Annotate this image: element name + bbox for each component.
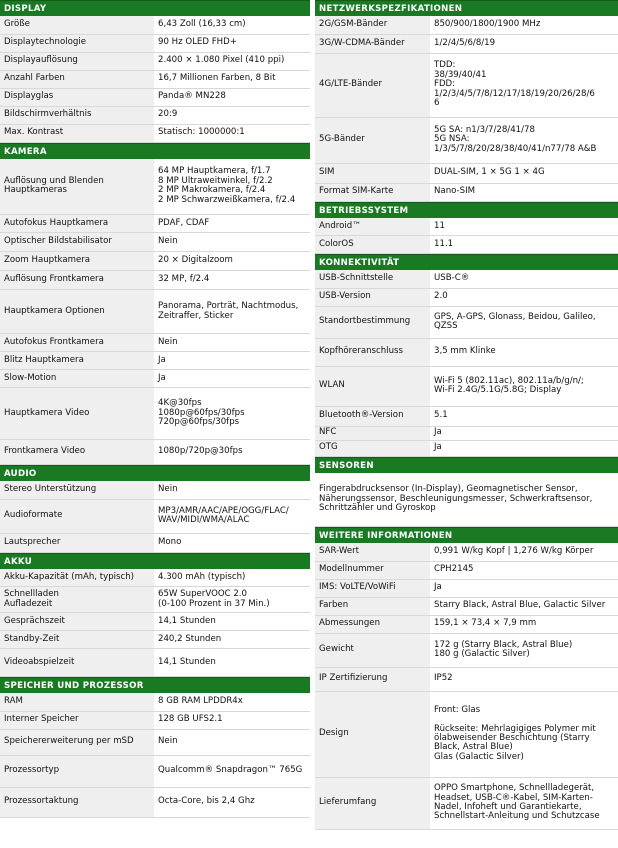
spec-row xyxy=(0,440,310,465)
spec-table xyxy=(315,16,618,202)
right-column xyxy=(315,0,618,830)
spec-label: Frontkamera Video xyxy=(0,440,154,465)
spec-label: Modellnummer xyxy=(315,561,430,579)
spec-value: Ja xyxy=(430,579,618,597)
spec-row xyxy=(0,693,310,711)
spec-value: Wi-Fi 5 (802.11ac), 802.11a/b/g/n/; Wi-Fi 2.4G/5.1G/5.8G; Display xyxy=(430,366,618,406)
spec-label: Auflösung Frontkamera xyxy=(0,271,154,290)
spec-row xyxy=(0,159,310,215)
spec-label: Format SIM-Karte xyxy=(315,183,430,201)
spec-label: Standby-Zeit xyxy=(0,631,154,649)
spec-label: Design xyxy=(315,691,430,777)
spec-table xyxy=(0,693,310,818)
spec-row xyxy=(0,88,310,106)
spec-row xyxy=(0,533,310,552)
spec-value: 32 MP, f/2.4 xyxy=(154,271,310,290)
spec-label: Blitz Hauptkamera xyxy=(0,352,154,370)
spec-value: Mono xyxy=(154,533,310,552)
spec-label: Lautsprecher xyxy=(0,533,154,552)
spec-table xyxy=(315,543,618,830)
spec-label: Android™ xyxy=(315,218,430,236)
spec-row xyxy=(0,16,310,34)
spec-label: Autofokus Hauptkamera xyxy=(0,215,154,233)
spec-row xyxy=(0,334,310,352)
spec-row xyxy=(0,215,310,233)
spec-label: OTG xyxy=(315,440,430,456)
spec-row xyxy=(315,53,618,117)
spec-label: Max. Kontrast xyxy=(0,124,154,142)
spec-row xyxy=(0,499,310,533)
spec-value: Starry Black, Astral Blue, Galactic Silver xyxy=(430,597,618,615)
spec-row xyxy=(0,34,310,52)
section-header-speicher-und-prozessor: SPEICHER UND PROZESSOR xyxy=(0,677,310,693)
spec-value: Nein xyxy=(154,334,310,352)
spec-value: MP3/AMR/AAC/APE/OGG/FLAC/ WAV/MIDI/WMA/ALAC xyxy=(154,499,310,533)
spec-row xyxy=(315,440,618,456)
spec-label: Optischer Bildstabilisator xyxy=(0,233,154,252)
spec-label: Bildschirmverhältnis xyxy=(0,106,154,124)
spec-label: ColorOS xyxy=(315,236,430,254)
spec-row xyxy=(315,579,618,597)
spec-row xyxy=(0,711,310,729)
spec-row xyxy=(315,34,618,53)
spec-row xyxy=(0,388,310,440)
spec-value: 240,2 Stunden xyxy=(154,631,310,649)
section-header-sensoren: SENSOREN xyxy=(315,457,618,473)
spec-label: Bluetooth®-Version xyxy=(315,406,430,426)
spec-row xyxy=(0,52,310,70)
spec-value: Nein xyxy=(154,729,310,755)
spec-value: 8 GB RAM LPDDR4x xyxy=(154,693,310,711)
spec-value: 11 xyxy=(430,218,618,236)
spec-label: Abmessungen xyxy=(315,615,430,633)
spec-row xyxy=(315,270,618,288)
spec-label: USB-Version xyxy=(315,288,430,306)
spec-label: Akku-Kapazität (mAh, typisch) xyxy=(0,569,154,587)
spec-value: 5.1 xyxy=(430,406,618,426)
spec-value: CPH2145 xyxy=(430,561,618,579)
spec-value: 4.300 mAh (typisch) xyxy=(154,569,310,587)
spec-row xyxy=(315,426,618,440)
section-header-betriebssystem: BETRIEBSSYSTEM xyxy=(315,202,618,218)
spec-label: Prozessortyp xyxy=(0,755,154,787)
spec-row xyxy=(0,70,310,88)
spec-label: Gewicht xyxy=(315,633,430,667)
spec-value: Nein xyxy=(154,481,310,499)
spec-row xyxy=(315,667,618,691)
spec-table xyxy=(0,16,310,143)
spec-label: Anzahl Farben xyxy=(0,70,154,88)
spec-value: USB-C® xyxy=(430,270,618,288)
spec-label: Displaytechnologie xyxy=(0,34,154,52)
spec-value: 1/2/4/5/6/8/19 xyxy=(430,34,618,53)
spec-row xyxy=(315,473,618,527)
spec-row xyxy=(0,569,310,587)
spec-value: Nano-SIM xyxy=(430,183,618,201)
spec-row xyxy=(315,163,618,183)
spec-value: Panda® MN228 xyxy=(154,88,310,106)
spec-label: RAM xyxy=(0,693,154,711)
spec-row xyxy=(315,691,618,777)
section-header-konnektivität: KONNEKTIVITÄT xyxy=(315,254,618,270)
spec-value: 64 MP Hauptkamera, f/1.7 8 MP Ultraweitwinkel, f/2.2 2 MP Makrokamera, f/2.4 2 MP Schwarzweißkamera, f/2.4 xyxy=(154,159,310,215)
spec-row xyxy=(0,370,310,388)
spec-label: Hauptkamera Video xyxy=(0,388,154,440)
spec-row xyxy=(315,117,618,163)
spec-label: Stereo Unterstützung xyxy=(0,481,154,499)
spec-row xyxy=(0,631,310,649)
spec-value: IP52 xyxy=(430,667,618,691)
spec-row xyxy=(0,613,310,631)
spec-value: Fingerabdrucksensor (In-Display), Geomagnetischer Sensor, Näherungssensor, Beschleunigungsmesser, Schwerkraftsensor, Schrittzähler und Gyroskop xyxy=(315,473,618,527)
spec-table xyxy=(0,159,310,466)
spec-row xyxy=(0,587,310,613)
spec-label: Größe xyxy=(0,16,154,34)
spec-value: 172 g (Starry Black, Astral Blue) 180 g (Galactic Silver) xyxy=(430,633,618,667)
spec-label: Videoabspielzeit xyxy=(0,649,154,677)
spec-value: 90 Hz OLED FHD+ xyxy=(154,34,310,52)
spec-value: 14,1 Stunden xyxy=(154,613,310,631)
spec-row xyxy=(315,561,618,579)
spec-row xyxy=(0,106,310,124)
spec-value: PDAF, CDAF xyxy=(154,215,310,233)
spec-label: Gesprächszeit xyxy=(0,613,154,631)
spec-row xyxy=(315,218,618,236)
section-header-akku: AKKU xyxy=(0,553,310,569)
section-header-kamera: KAMERA xyxy=(0,143,310,159)
spec-value: TDD: 38/39/40/41 FDD: 1/2/3/4/5/7/8/12/17/18/19/20/26/28/6 6 xyxy=(430,53,618,117)
spec-value: 20 × Digitalzoom xyxy=(154,252,310,271)
spec-label: 2G/GSM-Bänder xyxy=(315,16,430,34)
spec-label: 5G-Bänder xyxy=(315,117,430,163)
left-column xyxy=(0,0,310,818)
spec-row xyxy=(315,597,618,615)
spec-label: Displayglas xyxy=(0,88,154,106)
spec-label: Standortbestimmung xyxy=(315,306,430,338)
spec-row xyxy=(315,366,618,406)
spec-row xyxy=(315,236,618,254)
spec-table xyxy=(0,569,310,678)
spec-label: Hauptkamera Optionen xyxy=(0,290,154,334)
spec-label: IP Zertifizierung xyxy=(315,667,430,691)
spec-value: Nein xyxy=(154,233,310,252)
spec-table xyxy=(315,473,618,528)
spec-label: Displayauflösung xyxy=(0,52,154,70)
spec-row xyxy=(315,183,618,201)
spec-row xyxy=(0,729,310,755)
spec-row xyxy=(0,290,310,334)
spec-value: 5G SA: n1/3/7/28/41/78 5G NSA: 1/3/5/7/8/20/28/38/40/41/n77/78 A&B xyxy=(430,117,618,163)
section-header-netzwerkspezfikationen: NETZWERKSPEZFIKATIONEN xyxy=(315,0,618,16)
spec-label: USB-Schnittstelle xyxy=(315,270,430,288)
spec-row xyxy=(0,787,310,817)
spec-row xyxy=(0,124,310,142)
spec-label: Prozessortaktung xyxy=(0,787,154,817)
spec-value: Panorama, Porträt, Nachtmodus, Zeitraffer, Sticker xyxy=(154,290,310,334)
spec-value: Octa-Core, bis 2,4 Ghz xyxy=(154,787,310,817)
spec-row xyxy=(0,252,310,271)
spec-table xyxy=(315,270,618,457)
spec-row xyxy=(315,288,618,306)
spec-value: 11.1 xyxy=(430,236,618,254)
spec-value: 1080p/720p@30fps xyxy=(154,440,310,465)
spec-value: Ja xyxy=(154,352,310,370)
spec-row xyxy=(0,233,310,252)
spec-label: Interner Speicher xyxy=(0,711,154,729)
spec-label: Slow-Motion xyxy=(0,370,154,388)
spec-row xyxy=(0,271,310,290)
spec-label: Kopfhöreranschluss xyxy=(315,338,430,366)
spec-value: Front: Glas Rückseite: Mehrlagigiges Polymer mit ölabweisender Beschichtung (Starry Black, Astral Blue) Glas (Galactic Silver) xyxy=(430,691,618,777)
spec-value: DUAL-SIM, 1 × 5G 1 × 4G xyxy=(430,163,618,183)
spec-row xyxy=(0,649,310,677)
section-header-display: DISPLAY xyxy=(0,0,310,16)
spec-value: 20:9 xyxy=(154,106,310,124)
spec-row xyxy=(315,543,618,561)
spec-label: Speichererweiterung per mSD xyxy=(0,729,154,755)
spec-row xyxy=(315,615,618,633)
spec-value: Ja xyxy=(430,426,618,440)
spec-value: 4K@30fps 1080p@60fps/30fps 720p@60fps/30fps xyxy=(154,388,310,440)
spec-value: 0,991 W/kg Kopf | 1,276 W/kg Körper xyxy=(430,543,618,561)
spec-label: Zoom Hauptkamera xyxy=(0,252,154,271)
spec-value: 128 GB UFS2.1 xyxy=(154,711,310,729)
spec-row xyxy=(315,406,618,426)
spec-row xyxy=(315,306,618,338)
spec-label: 4G/LTE-Bänder xyxy=(315,53,430,117)
spec-label: Schnellladen Aufladezeit xyxy=(0,587,154,613)
spec-table xyxy=(315,218,618,255)
spec-value: OPPO Smartphone, Schnellladegerät, Headset, USB-C®-Kabel, SIM-Karten- Nadel, Infoheft und Garantiekarte, Schnellstart-Anleitung und Schutzcase xyxy=(430,777,618,829)
spec-value: 14,1 Stunden xyxy=(154,649,310,677)
spec-row xyxy=(0,352,310,370)
section-header-weitere-informationen: WEITERE INFORMATIONEN xyxy=(315,527,618,543)
spec-label: Lieferumfang xyxy=(315,777,430,829)
spec-label: WLAN xyxy=(315,366,430,406)
spec-label: SAR-Wert xyxy=(315,543,430,561)
spec-row xyxy=(0,481,310,499)
spec-value: 2.400 × 1.080 Pixel (410 ppi) xyxy=(154,52,310,70)
spec-value: GPS, A-GPS, Glonass, Beidou, Galileo, QZSS xyxy=(430,306,618,338)
spec-row xyxy=(0,755,310,787)
spec-value: 2.0 xyxy=(430,288,618,306)
spec-value: 16,7 Millionen Farben, 8 Bit xyxy=(154,70,310,88)
spec-label: NFC xyxy=(315,426,430,440)
spec-label: IMS: VoLTE/VoWiFi xyxy=(315,579,430,597)
spec-value: Ja xyxy=(430,440,618,456)
spec-value: Ja xyxy=(154,370,310,388)
spec-row xyxy=(315,777,618,829)
spec-label: Autofokus Frontkamera xyxy=(0,334,154,352)
spec-row xyxy=(315,16,618,34)
spec-value: 850/900/1800/1900 MHz xyxy=(430,16,618,34)
spec-label: SIM xyxy=(315,163,430,183)
spec-row xyxy=(315,633,618,667)
spec-value: Qualcomm® Snapdragon™ 765G xyxy=(154,755,310,787)
spec-label: Audioformate xyxy=(0,499,154,533)
spec-label: Farben xyxy=(315,597,430,615)
spec-value: Statisch: 1000000:1 xyxy=(154,124,310,142)
spec-label: 3G/W-CDMA-Bänder xyxy=(315,34,430,53)
spec-value: 6,43 Zoll (16,33 cm) xyxy=(154,16,310,34)
spec-value: 65W SuperVOOC 2.0 (0-100 Prozent in 37 Min.) xyxy=(154,587,310,613)
spec-value: 3,5 mm Klinke xyxy=(430,338,618,366)
section-header-audio: AUDIO xyxy=(0,465,310,481)
spec-row xyxy=(315,338,618,366)
spec-value: 159,1 × 73,4 × 7,9 mm xyxy=(430,615,618,633)
spec-label: Auflösung und Blenden Hauptkameras xyxy=(0,159,154,215)
spec-table xyxy=(0,481,310,553)
